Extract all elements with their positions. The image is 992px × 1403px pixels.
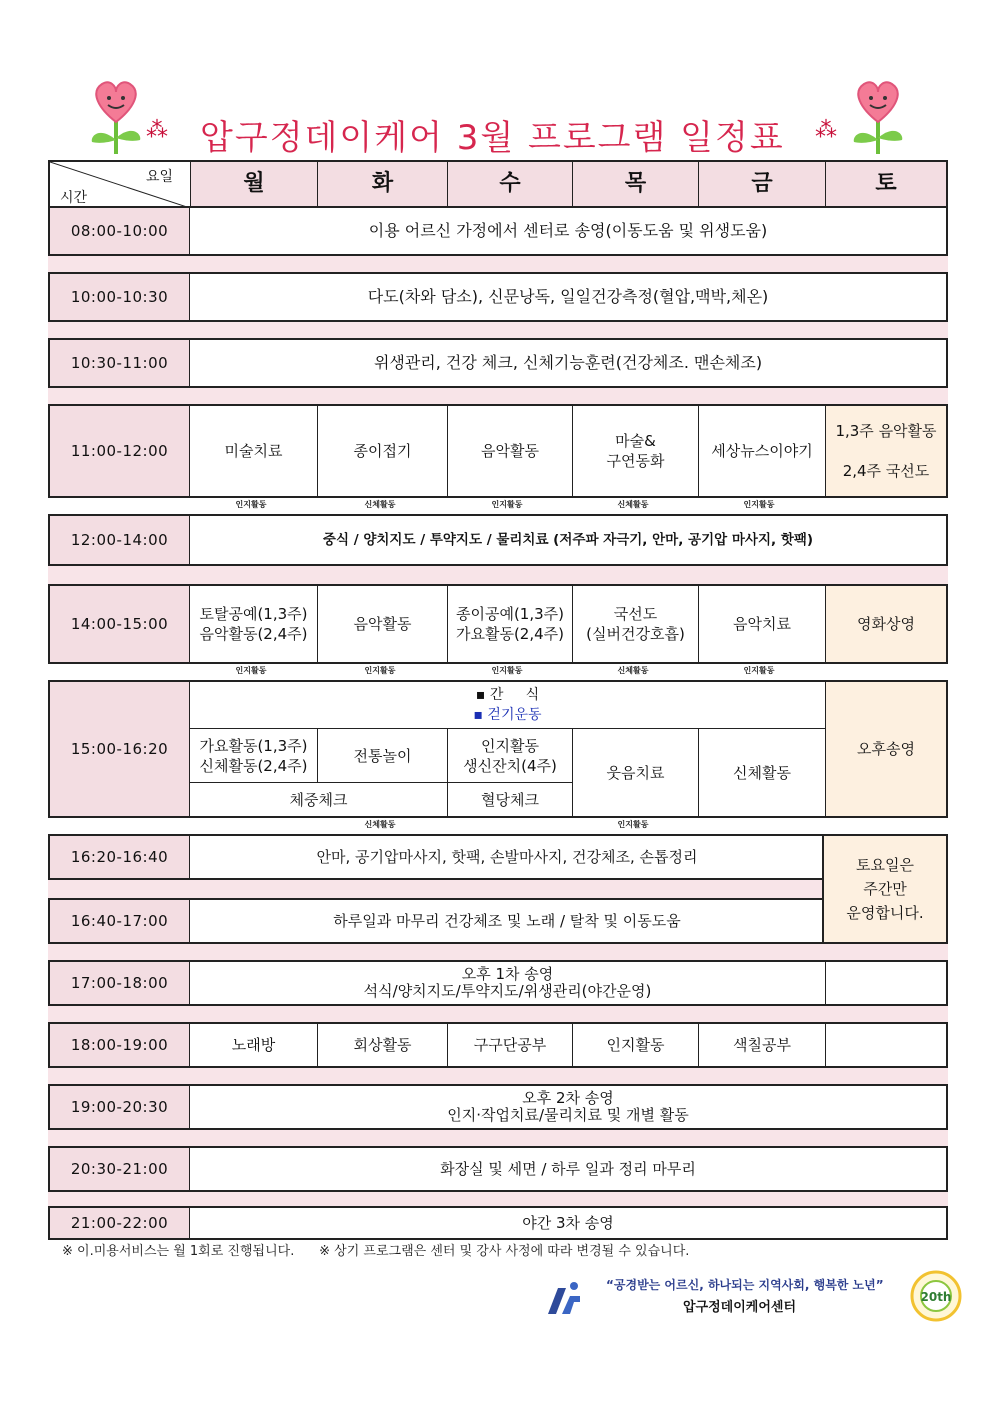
row-1620 (48, 834, 824, 880)
time-cell: 14:00-15:00 (50, 586, 190, 662)
activity-mon (190, 586, 317, 662)
header-row (48, 160, 948, 208)
row-1400 (48, 584, 948, 664)
activity-tag: 인지활동 (364, 666, 396, 675)
time-cell: 08:00-10:00 (50, 208, 190, 254)
day-sat: 토 (825, 162, 946, 206)
activity-mon-line1: 토탈공예(1,3주) (199, 605, 308, 623)
footer-note: ※ 이.미용서비스는 월 1회로 진행됩니다. ※ 상기 프로그램은 센터 및 강사 사정에 따라 변경될 수 있습니다. (62, 1244, 690, 1259)
corner-time-label: 시간 (60, 190, 88, 206)
row-1000 (48, 272, 948, 322)
activity-sat: 영화상영 (825, 586, 946, 662)
slogan: “공경받는 어르신, 하나되는 지역사회, 행복한 노년” (606, 1278, 884, 1292)
time-cell: 16:40-17:00 (50, 900, 190, 942)
activity-mon (190, 728, 317, 782)
activity-mon: 미술치료 (224, 442, 283, 460)
snack-text: 간 식 (489, 687, 540, 703)
activity-wed-line2: 가요활동(2,4주) (455, 625, 564, 643)
row-1800 (48, 1022, 948, 1068)
activity-line1: 오후 2차 송영 (522, 1089, 614, 1107)
time-cell: 10:30-11:00 (50, 340, 190, 386)
activity-cell: 하루일과 마무리 건강체조 및 노래 / 탈착 및 이동도움 (333, 912, 681, 930)
walk-label (473, 705, 541, 725)
saturday-note (822, 834, 948, 944)
activity-cell: 다도(차와 담소), 신문낭독, 일일건강측정(혈압,맥박,체온) (367, 287, 769, 306)
walk-text: 걷기운동 (487, 707, 542, 723)
corner-day-label: 요일 (146, 169, 174, 185)
center-name: 압구정데이케어센터 (683, 1300, 797, 1315)
activity-sat (825, 1024, 946, 1066)
snack-label (476, 685, 539, 705)
row-gap (48, 1130, 948, 1146)
activity-tue: 회상활동 (317, 1024, 447, 1066)
activity-wed (447, 586, 572, 662)
activity-tag: 신체활동 (364, 820, 396, 829)
blood-sugar-check: 혈당체크 (447, 782, 572, 816)
time-cell: 11:00-12:00 (50, 406, 190, 496)
time-cell: 20:30-21:00 (50, 1148, 190, 1190)
activity-tag: 인지활동 (491, 500, 523, 509)
row-gap (48, 322, 948, 338)
activity-thu: 인지활동 (572, 1024, 698, 1066)
saturday-note-line3: 운영합니다. (846, 904, 924, 922)
heart-flower-right-icon (842, 78, 914, 160)
activity-thu (572, 406, 698, 496)
row-gap (48, 1006, 948, 1022)
activity-mon-line2: 신체활동(2,4주) (199, 756, 308, 775)
anniversary-badge-icon (910, 1270, 962, 1322)
activity-fri: 세상뉴스이야기 (698, 406, 825, 496)
row-1100 (48, 404, 948, 498)
bullet-icon: ▪ (473, 707, 488, 723)
activity-thu-line1: 마술& (615, 432, 656, 450)
row-1200 (48, 514, 948, 566)
page-title: 압구정데이케어 3월 프로그램 일정표 (200, 118, 785, 158)
day-mon: 월 (190, 162, 317, 206)
activity-tag: 인지활동 (235, 666, 267, 675)
activity-thu-line2: (실버건강호흡) (586, 625, 685, 643)
activity-wed-line1: 인지활동 (481, 736, 539, 755)
time-cell: 15:00-16:20 (50, 682, 190, 816)
row-gap (48, 566, 948, 584)
activity-cell (190, 1086, 946, 1128)
day-wed: 수 (447, 162, 572, 206)
bullet-icon: ▪ (475, 687, 490, 703)
row-gap (48, 1192, 948, 1206)
activity-tag: 인지활동 (617, 820, 649, 829)
activity-tue: 음악활동 (317, 586, 447, 662)
activity-thu-line1: 국선도 (613, 605, 658, 623)
activity-wed-line2: 생신잔치(4주) (463, 756, 557, 775)
activity-tue: 전통놀이 (317, 728, 447, 782)
activity-tag: 인지활동 (235, 500, 267, 509)
saturday-note-line2: 주간만 (863, 880, 907, 898)
activity-tag: 신체활동 (617, 500, 649, 509)
row-2030 (48, 1146, 948, 1192)
activity-fri: 신체활동 (698, 728, 825, 816)
row-1900 (48, 1084, 948, 1130)
activity-cell: 야간 3차 송영 (522, 1214, 614, 1232)
sparkle-left-icon: ⁂ (146, 118, 168, 143)
row-gap (48, 388, 948, 404)
activity-wed-line1: 종이공예(1,3주) (455, 605, 564, 623)
row-1640 (48, 898, 824, 944)
activity-mon-line1: 가요활동(1,3주) (199, 736, 308, 755)
day-fri: 금 (698, 162, 825, 206)
activity-sat: 오후송영 (825, 682, 946, 816)
activity-wed (447, 728, 572, 782)
activity-cell: 위생관리, 건강 체크, 신체기능훈련(건강체조. 맨손체조) (373, 353, 763, 372)
activity-mon-line2: 음악활동(2,4주) (199, 625, 308, 643)
activity-tag: 인지활동 (491, 666, 523, 675)
activity-tag: 인지활동 (743, 500, 775, 509)
row-gap (48, 256, 948, 272)
day-tue: 화 (317, 162, 447, 206)
activity-sat (825, 406, 946, 496)
activity-fri: 음악치료 (698, 586, 825, 662)
row-1500 (48, 680, 948, 818)
time-cell: 10:00-10:30 (50, 274, 190, 320)
activity-sat (825, 962, 946, 1004)
activity-fri: 색칠공부 (698, 1024, 825, 1066)
saturday-note-line1: 토요일은 (856, 856, 914, 874)
activity-wed: 음악활동 (447, 406, 572, 496)
time-cell: 21:00-22:00 (50, 1208, 190, 1238)
activity-tag: 신체활동 (617, 666, 649, 675)
activity-line1: 오후 1차 송영 (461, 965, 554, 983)
snack-walk-cell (190, 682, 825, 728)
activity-line2: 석식/양치지도/투약지도/위생관리(야간운영) (363, 982, 652, 1000)
row-1700 (48, 960, 948, 1006)
day-thu: 목 (572, 162, 698, 206)
row-0800 (48, 206, 948, 256)
time-cell: 18:00-19:00 (50, 1024, 190, 1066)
row-gap (48, 1068, 948, 1084)
activity-tue: 종이접기 (317, 406, 447, 496)
activity-mon: 노래방 (231, 1036, 276, 1054)
activity-tag: 인지활동 (743, 666, 775, 675)
sparkle-right-icon: ⁂ (815, 118, 837, 143)
activity-wed: 구구단공부 (447, 1024, 572, 1066)
activity-cell: 이용 어르신 가정에서 센터로 송영(이동도움 및 위생도움) (368, 221, 768, 240)
center-logo-icon (544, 1278, 584, 1318)
activity-cell: 화장실 및 세면 / 하루 일과 정리 마무리 (440, 1160, 696, 1178)
weight-check: 체중체크 (190, 782, 447, 816)
row-gap (48, 880, 824, 898)
activity-sat-line1: 1,3주 음악활동 (835, 422, 937, 440)
row-2100 (48, 1206, 948, 1240)
activity-cell (190, 962, 825, 1004)
badge-text: 20th (920, 1290, 952, 1304)
activity-line2: 인지·작업치료/물리치료 및 개별 활동 (447, 1106, 689, 1124)
heart-flower-left-icon (80, 78, 152, 160)
activity-sat-line2: 2,4주 국선도 (842, 462, 930, 480)
row-1030 (48, 338, 948, 388)
activity-thu: 웃음치료 (572, 728, 698, 816)
activity-tag: 신체활동 (364, 500, 396, 509)
time-cell: 17:00-18:00 (50, 962, 190, 1004)
time-cell: 19:00-20:30 (50, 1086, 190, 1128)
activity-cell: 안마, 공기압마사지, 핫팩, 손발마사지, 건강체조, 손톱정리 (316, 848, 698, 866)
time-cell: 12:00-14:00 (50, 516, 190, 564)
activity-thu-line2: 구연동화 (606, 452, 665, 470)
row-gap (48, 944, 948, 960)
time-cell: 16:20-16:40 (50, 836, 190, 878)
activity-cell: 중식 / 양치지도 / 투약지도 / 물리치료 (저주파 자극기, 안마, 공기압 마사지, 핫팩) (322, 532, 814, 548)
activity-thu (572, 586, 698, 662)
